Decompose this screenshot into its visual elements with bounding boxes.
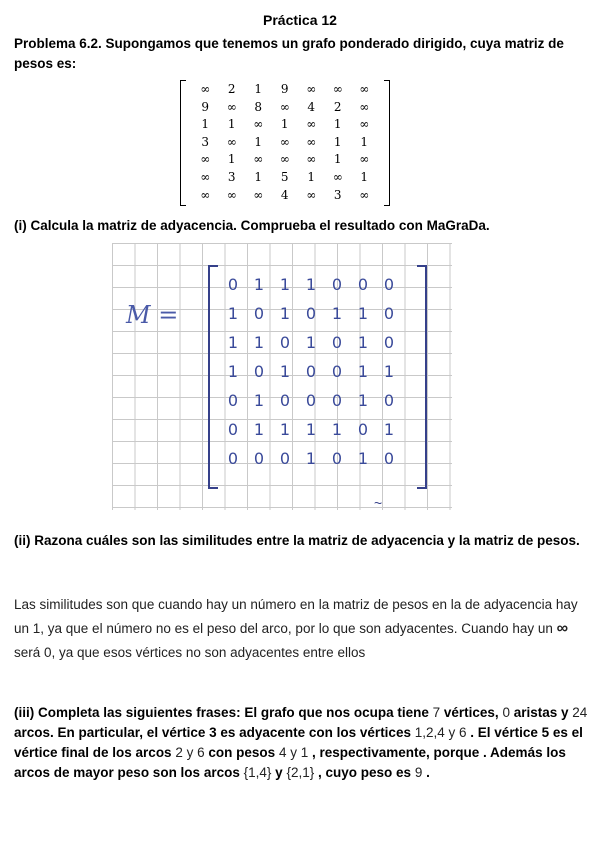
infinity-symbol: ∞ xyxy=(556,620,569,637)
text: . xyxy=(426,765,430,780)
adjacency-cell: 0 xyxy=(383,304,395,323)
answer-text-b: será 0, ya que esos vértices no son adyacentes entre ellos xyxy=(14,645,366,660)
answer-text-a: Las similitudes son que cuando hay un número en la matriz de pesos en la de adyacencia hay un 1, ya que el número no es el peso del arco, por lo que son adyacentes. Cuando hay un xyxy=(14,597,578,636)
adjacency-cell: 1 xyxy=(279,420,291,439)
weight-cell: ∞ xyxy=(359,152,370,167)
weight-cell: 1 xyxy=(360,169,369,184)
fill-arcs-final: 2 y 6 xyxy=(175,745,205,760)
weight-cell: ∞ xyxy=(253,152,264,167)
weight-cell: 1 xyxy=(333,117,342,132)
weight-cell: ∞ xyxy=(200,82,211,96)
adjacency-cell: 1 xyxy=(279,275,291,294)
adjacency-cell: 0 xyxy=(279,333,291,352)
fill-vertices: 7 xyxy=(432,705,441,720)
adjacency-cell: 0 xyxy=(383,333,395,352)
adjacency-cell: 0 xyxy=(331,391,343,410)
weight-cell: 1 xyxy=(333,134,342,149)
weight-cell: ∞ xyxy=(253,117,264,132)
weight-cell: ∞ xyxy=(279,152,290,167)
weight-cell: ∞ xyxy=(200,169,211,184)
matrix-label: M = xyxy=(126,301,179,329)
text: aristas y xyxy=(513,705,569,720)
weight-cell: ∞ xyxy=(200,187,211,202)
weight-cell: ∞ xyxy=(226,99,237,114)
weight-cell: 3 xyxy=(227,169,236,184)
fill-arcs: 24 xyxy=(572,705,588,720)
weight-cell: 1 xyxy=(254,82,263,96)
adjacency-cell: 0 xyxy=(383,275,395,294)
weight-cell: 3 xyxy=(201,134,210,149)
left-bracket xyxy=(180,80,186,206)
fill-heaviest-arc-1: {1,4} xyxy=(243,765,272,780)
adjacency-cell: 1 xyxy=(279,304,291,323)
adjacency-cell: 0 xyxy=(331,362,343,381)
adjacency-cell: 1 xyxy=(253,333,265,352)
pen-mark: ~ xyxy=(374,495,383,510)
adjacency-cell: 1 xyxy=(331,420,343,439)
fill-weight-2: 1 xyxy=(300,745,309,760)
part-ii-question: (ii) Razona cuáles son las similitudes entre la matriz de adyacencia y la matriz de pesos. xyxy=(14,533,580,548)
text: (iii) Completa las siguientes frases: El grafo que nos ocupa tiene xyxy=(14,705,429,720)
text: y xyxy=(275,765,283,780)
weight-cell: 5 xyxy=(280,169,289,184)
adjacency-cell: 0 xyxy=(357,275,369,294)
adjacency-cell: 1 xyxy=(305,420,317,439)
weight-cell: 3 xyxy=(333,187,342,202)
weight-cell: ∞ xyxy=(332,169,343,184)
weight-matrix xyxy=(180,80,390,206)
adjacency-cell: 1 xyxy=(305,275,317,294)
adjacency-cell: 0 xyxy=(227,275,239,294)
handwritten-adjacency-image xyxy=(112,243,452,510)
adjacency-cell: 1 xyxy=(227,362,239,381)
weight-cell: 1 xyxy=(227,152,236,167)
problem-statement: Problema 6.2. Supongamos que tenemos un grafo ponderado dirigido, cuya matriz de pesos es: xyxy=(14,36,564,71)
adjacency-cell: 0 xyxy=(357,420,369,439)
adjacency-cell: 1 xyxy=(331,304,343,323)
weight-cell: 8 xyxy=(254,99,263,114)
weight-cell: ∞ xyxy=(253,187,264,202)
weight-cell: 9 xyxy=(201,99,210,114)
page-title: Práctica 12 xyxy=(263,12,337,28)
weight-cell: 2 xyxy=(227,82,236,96)
adjacency-cell: 1 xyxy=(227,304,239,323)
weight-cell: 2 xyxy=(333,99,342,114)
adjacency-cell: 1 xyxy=(253,420,265,439)
fill-edges: 0 xyxy=(502,705,510,720)
adjacency-cell: 1 xyxy=(357,449,369,468)
fill-weight-1: 4 y xyxy=(278,745,297,760)
adjacency-cell: 0 xyxy=(305,391,317,410)
adjacency-cell: 1 xyxy=(305,449,317,468)
right-bracket xyxy=(384,80,390,206)
weight-cell: ∞ xyxy=(226,187,237,202)
fill-adjacent-vertices: 1,2,4 y 6 xyxy=(414,725,467,740)
weight-cell: 1 xyxy=(254,169,263,184)
adjacency-cell: 0 xyxy=(331,449,343,468)
adjacency-cell: 0 xyxy=(305,304,317,323)
weight-cell: 4 xyxy=(307,99,316,114)
weight-cell: 1 xyxy=(360,134,369,149)
weight-cell: ∞ xyxy=(306,134,317,149)
adjacency-cell: 0 xyxy=(279,391,291,410)
fill-heaviest-arc-2: {2,1} xyxy=(286,765,315,780)
text: arcos. En particular, el vértice 3 es adyacente con los vértices xyxy=(14,725,411,740)
text: , respectivamente, porque . Además los arcos de mayor peso son los arcos xyxy=(14,745,566,780)
weight-cell: ∞ xyxy=(279,134,290,149)
adjacency-cell: 1 xyxy=(383,420,395,439)
adjacency-cell: 1 xyxy=(357,391,369,410)
adjacency-cell: 0 xyxy=(383,391,395,410)
adjacency-cell: 0 xyxy=(331,333,343,352)
weight-cell: 1 xyxy=(254,134,263,149)
adjacency-cell: 0 xyxy=(383,449,395,468)
text: , cuyo peso es xyxy=(318,765,412,780)
adjacency-cell: 0 xyxy=(227,420,239,439)
adjacency-matrix-grid xyxy=(220,275,402,478)
weight-cell: ∞ xyxy=(279,99,290,114)
weight-cell: ∞ xyxy=(306,152,317,167)
weight-cell: ∞ xyxy=(359,82,370,96)
adjacency-cell: 1 xyxy=(305,333,317,352)
weight-cell: ∞ xyxy=(332,82,343,96)
adjacency-cell: 0 xyxy=(331,275,343,294)
weight-cell: ∞ xyxy=(359,117,370,132)
text: vértices, xyxy=(443,705,499,720)
weight-cell: ∞ xyxy=(306,82,317,96)
fill-max-weight: 9 xyxy=(414,765,423,780)
adjacency-cell: 1 xyxy=(253,391,265,410)
adjacency-cell: 1 xyxy=(279,362,291,381)
adjacency-cell: 0 xyxy=(227,449,239,468)
weight-cell: 1 xyxy=(333,152,342,167)
text: . El vértice 5 es el vértice final de los arcos xyxy=(14,725,583,760)
right-bracket xyxy=(417,265,427,489)
adjacency-cell: 1 xyxy=(357,304,369,323)
part-iii-paragraph xyxy=(14,703,589,783)
adjacency-cell: 1 xyxy=(383,362,395,381)
weight-cell: ∞ xyxy=(200,152,211,167)
weight-cell: ∞ xyxy=(306,117,317,132)
adjacency-cell: 1 xyxy=(357,362,369,381)
weight-cell: 1 xyxy=(227,117,236,132)
left-bracket xyxy=(208,265,218,489)
adjacency-cell: 0 xyxy=(305,362,317,381)
weight-cell: 4 xyxy=(280,187,289,202)
weight-cell: 1 xyxy=(280,117,289,132)
weight-cell: ∞ xyxy=(306,187,317,202)
part-i-question: (i) Calcula la matriz de adyacencia. Comprueba el resultado con MaGraDa. xyxy=(14,218,490,233)
part-ii-answer xyxy=(14,593,589,665)
adjacency-cell: 1 xyxy=(227,333,239,352)
weight-cell: ∞ xyxy=(359,99,370,114)
adjacency-cell: 0 xyxy=(253,304,265,323)
weight-cell: 1 xyxy=(307,169,316,184)
adjacency-cell: 1 xyxy=(253,275,265,294)
adjacency-cell: 0 xyxy=(253,362,265,381)
text: con pesos xyxy=(208,745,276,760)
weight-cell: 1 xyxy=(201,117,210,132)
weight-cell: 9 xyxy=(280,82,289,96)
adjacency-cell: 1 xyxy=(357,333,369,352)
weight-cell: ∞ xyxy=(226,134,237,149)
adjacency-cell: 0 xyxy=(227,391,239,410)
adjacency-cell: 0 xyxy=(279,449,291,468)
weight-cell: ∞ xyxy=(359,187,370,202)
weight-matrix-grid xyxy=(192,82,378,205)
adjacency-cell: 0 xyxy=(253,449,265,468)
